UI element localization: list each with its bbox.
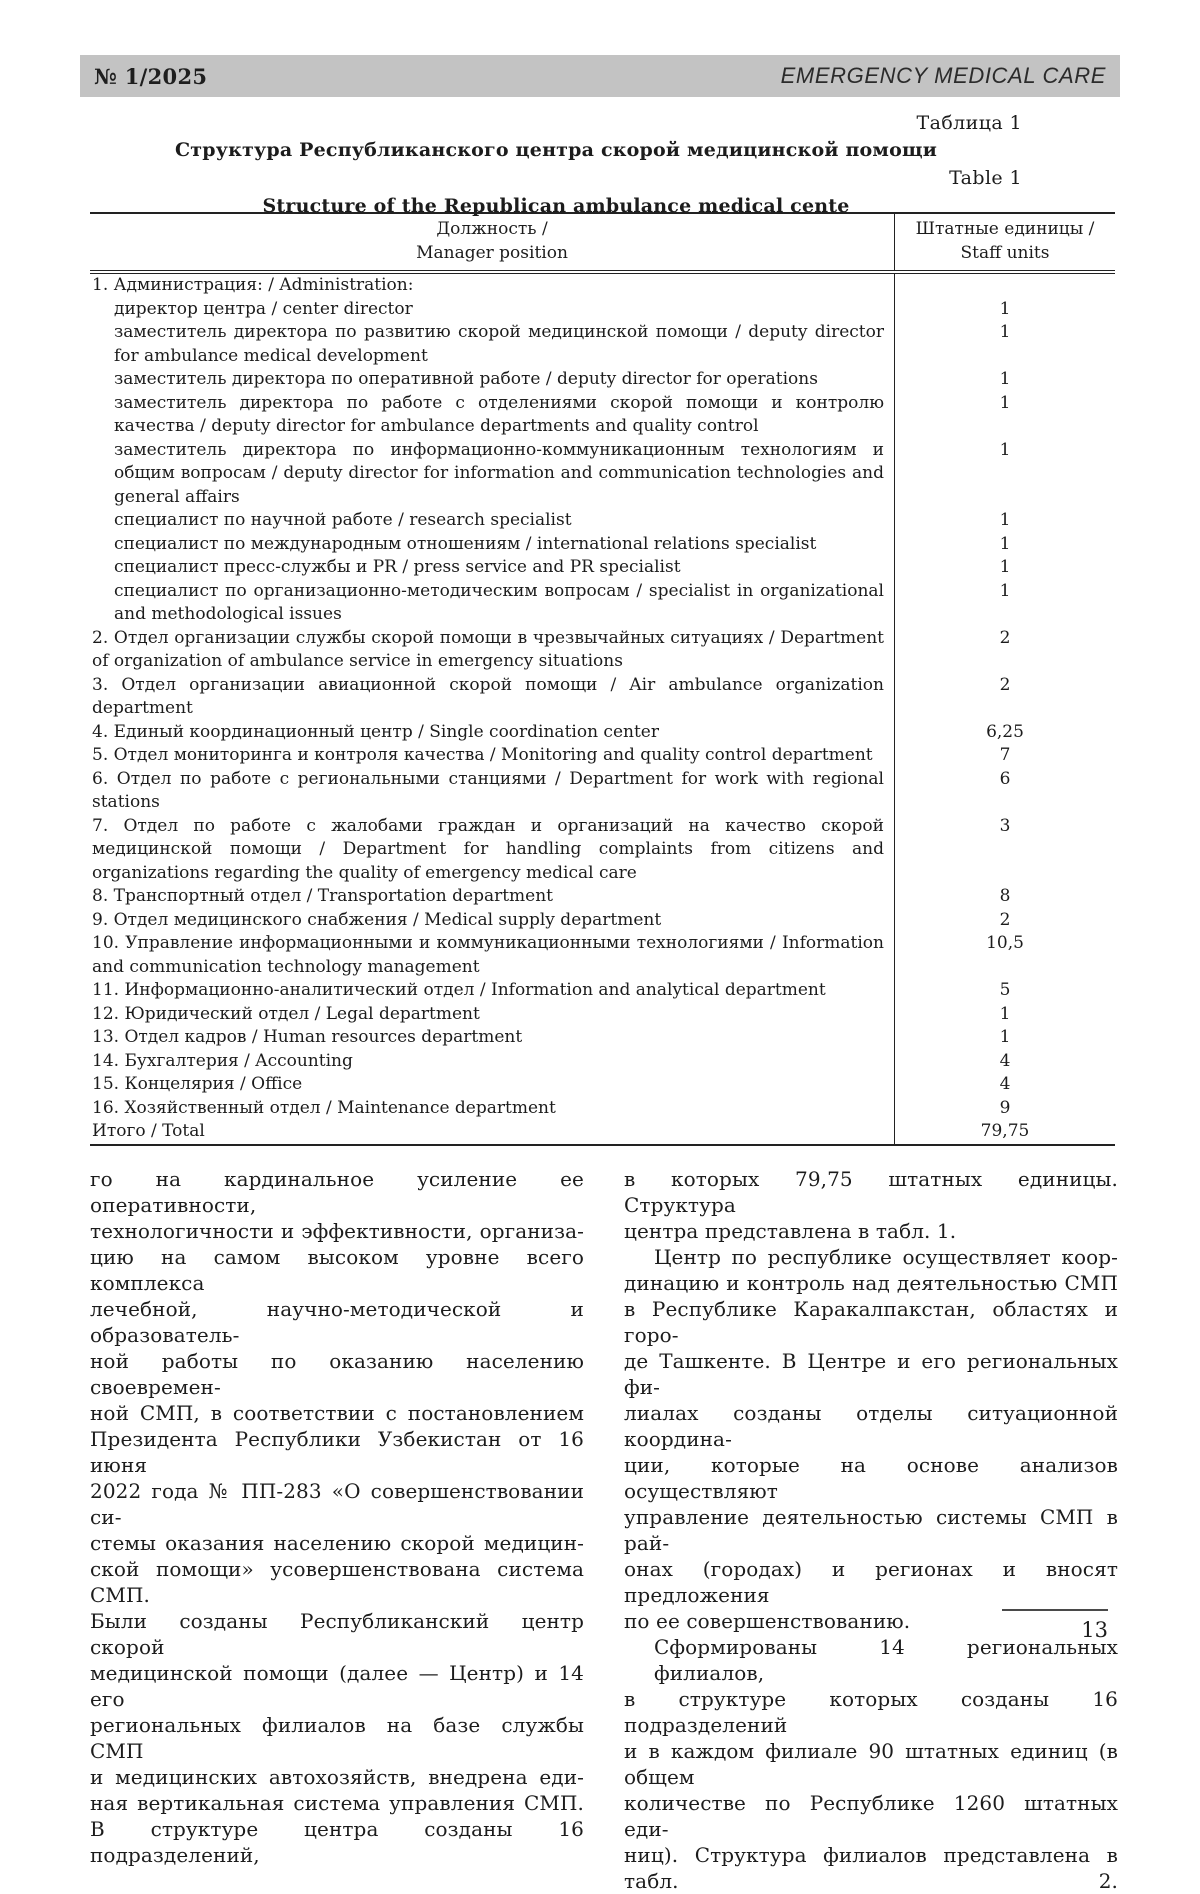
table-row [90,368,1115,392]
table-row [90,674,1115,721]
table-row [90,533,1115,557]
position-cell: 14. Бухгалтерия / Accounting [90,1050,895,1074]
text-line: ная вертикальная система управления СМП. [90,1791,584,1815]
table-row [90,909,1115,933]
text-line: региональных филиалов на базе службы СМП [90,1713,584,1763]
text-line: ской помощи» усовершенствована система СМП. [90,1557,584,1607]
table-row [90,885,1115,909]
text-line: центра представлена в табл. 1. [624,1219,957,1243]
text-line: цию на самом высоком уровне всего комплекса [90,1245,584,1295]
position-cell: 15. Концелярия / Office [90,1073,895,1097]
text-line: стемы оказания населению скорой медицин- [90,1531,584,1555]
header-units-ru: Штатные единицы / [915,219,1095,239]
table-row [90,556,1115,580]
staff-units-cell: 1 [999,533,1011,554]
structure-table [90,212,1115,1146]
position-cell: 16. Хозяйственный отдел / Maintenance department [90,1097,895,1121]
table-header-row [90,214,1115,274]
position-cell: 4. Единый координационный центр / Single coordination center [90,721,895,745]
staff-units-cell: 4 [999,1050,1011,1071]
text-line: Центр по республике осуществляет коор- [654,1245,1118,1269]
position-cell: 11. Информационно-аналитический отдел / Information and analytical department [90,979,895,1003]
position-cell: 12. Юридический отдел / Legal department [90,1003,895,1027]
text-line: де Ташкенте. В Центре и его региональных фи- [624,1349,1118,1399]
table-label-en: Table 1 [949,167,1022,189]
position-cell: специалист по организационно-методическим вопросам / specialist in organizational and methodological issues [90,580,895,627]
staff-units-cell: 10,5 [986,933,1024,953]
staff-units-cell: 7 [999,745,1011,765]
header-position-cell [90,214,895,270]
position-cell: 8. Транспортный отдел / Transportation department [90,885,895,909]
position-cell: заместитель директора по оперативной работе / deputy director for operations [90,368,895,392]
position-cell: 1. Администрация: / Administration: [90,274,895,298]
text-line: лечебной, научно-методической и образователь- [90,1297,584,1347]
header-units-cell [895,214,1115,270]
table-caption-en: Structure of the Republican ambulance medical cente [262,195,850,217]
table-row [90,744,1115,768]
table-row [90,932,1115,979]
staff-units-cell: 1 [999,369,1011,389]
text-line: медицинской помощи (далее — Центр) и 14 его [90,1661,584,1711]
running-head-bar [80,55,1120,97]
staff-units-cell: 2 [999,909,1011,930]
table-row [90,439,1115,510]
journal-title: EMERGENCY MEDICAL CARE [780,63,1106,88]
header-position-en: Manager position [416,242,568,263]
table-row [90,1073,1115,1097]
table-body [90,274,1115,1144]
text-line: В структуре центра созданы 16 подразделений, [90,1817,584,1867]
table-caption-ru: Структура Республиканского центра скорой медицинской помощи [174,139,938,161]
staff-units-cell: 6 [999,768,1011,789]
staff-units-cell: 2 [999,674,1011,695]
position-cell: специалист пресс-службы и PR / press service and PR specialist [90,556,895,580]
position-cell: директор центра / center director [90,298,895,322]
position-cell: 6. Отдел по работе с региональными станциями / Department for work with regional stations [90,768,895,815]
text-line: ции, которые на основе анализов осуществляют [624,1453,1118,1503]
text-line: Сформированы 14 региональных филиалов, [654,1635,1118,1685]
text-line: количестве по Республике 1260 штатных еди- [624,1791,1118,1841]
staff-units-cell: 1 [999,557,1011,577]
position-cell: заместитель директора по информационно-коммуникационным технологиям и общим вопросам / deputy director for information and communication technologies and general affairs [90,439,895,510]
staff-units-cell: 1 [999,439,1011,460]
table-row [90,580,1115,627]
table-row [90,721,1115,745]
text-line: в Республике Каракалпакстан, областях и горо- [624,1297,1118,1347]
table-row [90,1097,1115,1121]
position-cell: специалист по научной работе / research specialist [90,509,895,533]
staff-units-cell: 6,25 [986,721,1024,742]
staff-units-cell: 1 [999,298,1011,319]
table-row [90,321,1115,368]
article-body [90,1166,1118,1894]
staff-units-cell: 4 [999,1074,1011,1094]
position-cell: Итого / Total [90,1120,895,1144]
table-row [90,768,1115,815]
table-row [90,627,1115,674]
text-line: управление деятельностью системы СМП в рай- [624,1505,1118,1555]
staff-units-cell: 1 [999,1003,1011,1024]
position-cell: заместитель директора по развитию скорой медицинской помощи / deputy director for ambulance medical development [90,321,895,368]
text-line: в которых 79,75 штатных единицы. Структура [624,1167,1118,1217]
header-position-ru: Должность / [436,219,548,239]
table-row [90,1120,1115,1144]
position-cell: 9. Отдел медицинского снабжения / Medical supply department [90,909,895,933]
text-line: по ее совершенствованию. [624,1609,911,1633]
staff-units-cell: 1 [999,392,1011,413]
text-line: и в каждом филиале 90 штатных единиц (в общем [624,1739,1118,1789]
body-column-left [90,1166,584,1894]
footer-rule [1002,1609,1108,1611]
position-cell: 2. Отдел организации службы скорой помощи в чрезвычайных ситуациях / Department of organization of ambulance service in emergency situations [90,627,895,674]
table-row [90,1050,1115,1074]
position-cell: 3. Отдел организации авиационной скорой помощи / Air ambulance organization department [90,674,895,721]
text-line: Были созданы Республиканский центр скорой [90,1609,584,1659]
staff-units-cell: 1 [999,510,1011,530]
position-cell: 7. Отдел по работе с жалобами граждан и организаций на качество скорой медицинской помощи / Department for handling complaints from citizens and organizations regarding the quality of emergency medical care [90,815,895,886]
position-cell: специалист по международным отношениям / international relations specialist [90,533,895,557]
staff-units-cell: 79,75 [980,1121,1030,1141]
staff-units-cell: 5 [999,980,1011,1000]
text-line: в структуре которых созданы 16 подразделений [624,1687,1118,1737]
text-line: онах (городах) и регионах и вносят предложения [624,1557,1118,1607]
position-cell: 10. Управление информационными и коммуникационными технологиями / Information and communication technology management [90,932,895,979]
text-line: 2022 года № ПП-283 «О совершенствовании си- [90,1479,584,1529]
table-row [90,509,1115,533]
staff-units-cell: 1 [999,1027,1011,1047]
page-number: 13 [1081,1618,1108,1642]
table-row [90,1026,1115,1050]
staff-units-cell: 8 [999,886,1011,906]
position-cell: 5. Отдел мониторинга и контроля качества / Monitoring and quality control department [90,744,895,768]
staff-units-cell: 2 [999,627,1011,648]
table-row [90,392,1115,439]
text-line: динацию и контроль над деятельностью СМП [624,1271,1118,1295]
text-line: и медицинских автохозяйств, внедрена еди- [90,1765,584,1789]
staff-units-cell: 1 [999,322,1011,342]
issue-number: № 1/2025 [94,63,208,89]
table-row [90,274,1115,298]
text-line: ниц). Структура филиалов представлена в табл. 2. [624,1843,1118,1893]
staff-units-cell: 3 [999,815,1011,836]
table-row [90,298,1115,322]
table-row [90,979,1115,1003]
table-row [90,815,1115,886]
text-line: го на кардинальное усиление ее оперативности, [90,1167,584,1217]
position-cell: 13. Отдел кадров / Human resources department [90,1026,895,1050]
staff-units-cell: 9 [999,1097,1011,1118]
text-line: технологичности и эффективности, организа- [90,1219,584,1243]
table-title-block [90,112,1022,217]
staff-units-cell: 1 [999,580,1011,601]
text-line: лиалах созданы отделы ситуационной координа- [624,1401,1118,1451]
staff-units-cell [895,274,1115,298]
header-units-en: Staff units [960,242,1050,263]
table-label-ru: Таблица 1 [916,112,1022,134]
position-cell: заместитель директора по работе с отделениями скорой помощи и контролю качества / deputy director for ambulance departments and quality control [90,392,895,439]
text-line: ной СМП, в соответствии с постановлением [90,1401,584,1425]
text-line: ной работы по оказанию населению своевремен- [90,1349,584,1399]
body-column-right [624,1166,1118,1894]
table-row [90,1003,1115,1027]
text-line: Президента Республики Узбекистан от 16 июня [90,1427,584,1477]
